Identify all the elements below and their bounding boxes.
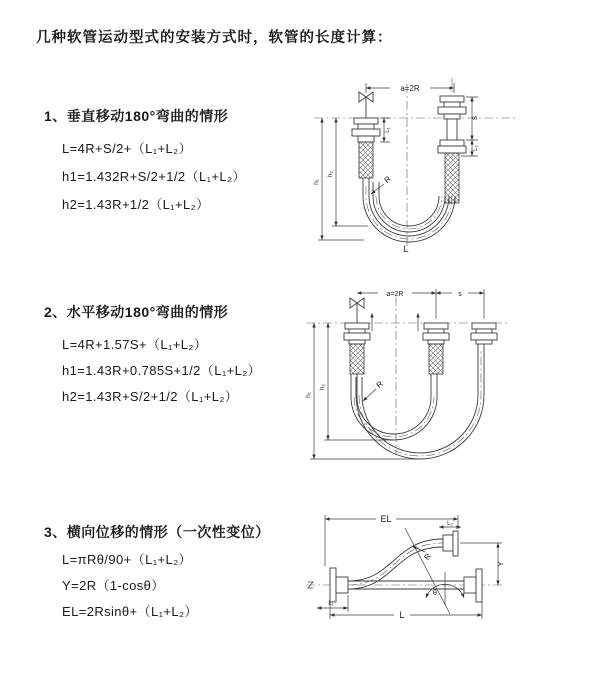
right-pipe xyxy=(447,119,457,140)
radius-label: R xyxy=(422,551,433,562)
hose-curves xyxy=(363,178,455,242)
extension-lines xyxy=(330,602,482,619)
radius-label: R xyxy=(382,174,393,185)
formula-line: h2=1.43R+S/2+1/2（L₁+L₂） xyxy=(62,389,239,404)
right-lower-flange-fitting xyxy=(464,569,482,602)
middle-flange-fitting xyxy=(423,323,449,344)
dim-label-h1: h₁ xyxy=(313,179,320,185)
diagram-lateral-displacement xyxy=(298,502,593,650)
formula-line: L=4R+1.57S+（L₁+L₂） xyxy=(62,337,208,352)
right-flange-fitting xyxy=(438,96,466,119)
diagram-vertical-bend xyxy=(308,70,593,256)
page-title: 几种软管运动型式的安装方式时，软管的长度计算： xyxy=(36,30,393,46)
formula-line: L=πRθ/90+（L₁+L₂） xyxy=(62,552,192,567)
dim-label-l2: L₂ xyxy=(473,145,479,151)
upper-right-flange-fitting xyxy=(443,531,458,556)
dim-label-l: L xyxy=(399,610,405,620)
dim-label-h2: h₂ xyxy=(319,383,326,391)
right-flange-fitting xyxy=(471,323,497,344)
radius-label: R xyxy=(374,379,385,390)
hose-curves-original xyxy=(351,374,437,440)
dim-label-a2r: a=2R xyxy=(386,291,404,298)
dim-label-l1: L₁ xyxy=(385,127,391,133)
dim-label-el: EL xyxy=(380,514,392,524)
braided-hose-section xyxy=(359,142,373,178)
section-3-heading: 3、横向位移的情形（一次性变位） xyxy=(44,524,270,540)
left-flange-fitting xyxy=(330,568,348,602)
formula-line: h1=1.432R+S/2+1/2（L₁+L₂） xyxy=(62,169,246,184)
left-flange-fitting xyxy=(344,323,370,344)
left-flange-fitting xyxy=(352,118,380,142)
valve-icon xyxy=(350,298,364,323)
section-2-heading: 2、水平移动180°弯曲的情形 xyxy=(44,304,229,320)
dim-label-a2r: a=2R xyxy=(400,84,420,93)
dim-label-l1: L₁ xyxy=(328,601,334,607)
right-lower-fitting xyxy=(438,140,466,153)
dim-label-h1: h₁ xyxy=(305,392,312,398)
formula-line: Y=2R（1-cosθ） xyxy=(62,578,165,593)
formula-line: h2=1.43R+1/2（L₁+L₂） xyxy=(62,197,210,212)
formula-line: h1=1.43R+0.785S+1/2（L₁+L₂） xyxy=(62,363,262,378)
formula-line: L=4R+S/2+（L₁+L₂） xyxy=(62,141,193,156)
dim-label-h2: h₂ xyxy=(327,170,334,178)
braided-hose-section xyxy=(350,344,364,374)
section-1-heading: 1、垂直移动180°弯曲的情形 xyxy=(44,108,229,124)
braided-hose-section xyxy=(429,344,443,374)
braided-hose-section xyxy=(445,153,459,203)
valve-icon xyxy=(359,92,373,118)
diagram-horizontal-bend xyxy=(298,283,598,461)
dim-label-s: S xyxy=(472,115,479,121)
length-label: L xyxy=(403,244,409,254)
angle-label: θ xyxy=(433,590,437,597)
radius-leader xyxy=(363,389,376,401)
hose-s-curve xyxy=(348,539,443,589)
hose-curves-moved xyxy=(356,344,484,459)
formula-line: EL=2Rsinθ+（L₁+L₂） xyxy=(62,604,198,619)
dim-label-s: s xyxy=(458,291,462,298)
dim-label-l2: L₂ xyxy=(447,521,453,527)
dim-label-y: Y xyxy=(496,561,505,567)
